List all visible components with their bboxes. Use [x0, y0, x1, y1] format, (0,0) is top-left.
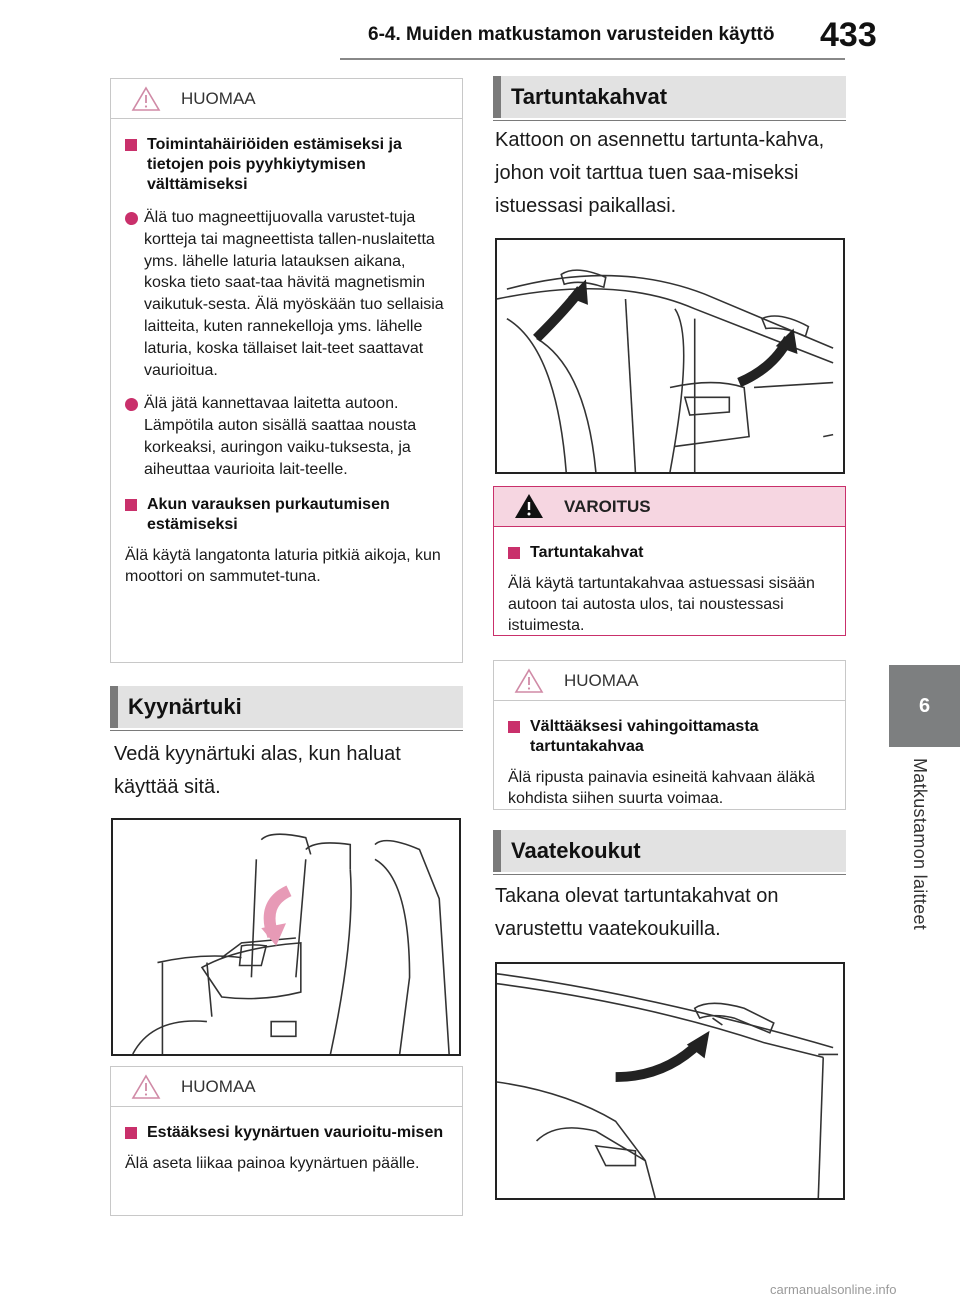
notice-header	[494, 661, 845, 701]
notice-subheading	[125, 135, 448, 195]
coat-hook-illustration	[495, 962, 845, 1200]
dot-bullet-icon	[125, 212, 138, 225]
grab-handle-illustration	[495, 238, 845, 474]
notice-header	[111, 79, 462, 119]
chapter-tab[interactable]: 6	[889, 665, 960, 747]
caution-triangle-icon	[494, 668, 564, 694]
warning-triangle-icon	[494, 493, 564, 520]
notice-paragraph: Älä aseta liikaa painoa kyynärtuen päälle.	[125, 1155, 420, 1172]
armrest-text: Vedä kyynärtuki alas, kun haluat käyttää sitä.	[114, 743, 401, 798]
watermark: carmanualsonline.info	[770, 1282, 897, 1297]
grab-handles-text: Kattoon on asennettu tartunta-kahva, johon voit tarttua tuen saa-miseksi istuessasi paikallasi.	[495, 129, 825, 217]
subheading-text: Estääksesi kyynärtuen vaurioitu-misen	[147, 1124, 444, 1141]
square-bullet-icon	[125, 1127, 137, 1139]
bullet-text: Älä tuo magneettijuovalla varustet-tuja kortteja tai magneettista tallen-nuslaitetta yms. lähelle laturia latauksen aikana, koska tieto saat-taa hävitä magnetismin vaikutuk-sesta. Älä myöskään tuo sellaisia laitteita, kuten rannekelloja yms. lähelle laturia, koska tällaiset lait-teet saattavat vaurioitua.	[144, 209, 444, 379]
notice-box-grab-handle	[493, 660, 846, 810]
notice-box-charger	[110, 78, 463, 663]
notice-paragraph: Älä ripusta painavia esineitä kahvaan äläkä kohdista siihen suurta voimaa.	[508, 769, 815, 807]
section-title: 6-4. Muiden matkustamon varusteiden käyttö	[368, 24, 775, 45]
warning-subheading	[508, 543, 831, 563]
notice-header	[111, 1067, 462, 1107]
section-rule	[493, 120, 846, 121]
chapter-label: Matkustamon laitteet	[910, 758, 930, 931]
square-bullet-icon	[508, 721, 520, 733]
coat-hooks-text: Takana olevat tartuntakahvat on varustettu vaatekoukuilla.	[495, 885, 779, 940]
notice-label: HUOMAA	[181, 1076, 256, 1096]
subheading-text: Akun varauksen purkautumisen estämiseksi	[147, 495, 390, 533]
square-bullet-icon	[125, 499, 137, 511]
notice-bullet	[125, 393, 448, 480]
warning-box	[493, 486, 846, 636]
caution-triangle-icon	[111, 86, 181, 112]
section-rule	[493, 874, 846, 875]
subheading-text: Välttääksesi vahingoittamasta tartuntakahvaa	[530, 718, 759, 755]
warning-paragraph: Älä käytä tartuntakahvaa astuessasi sisään autoon tai autosta ulos, tai noustessasi istuimesta.	[508, 575, 815, 634]
square-bullet-icon	[125, 139, 137, 151]
caution-triangle-icon	[111, 1074, 181, 1100]
warning-header	[494, 487, 845, 527]
notice-label: HUOMAA	[181, 88, 256, 108]
notice-subheading	[508, 717, 831, 757]
notice-label: HUOMAA	[564, 670, 639, 690]
notice-paragraph: Älä käytä langatonta laturia pitkiä aikoja, kun moottori on sammutet-tuna.	[125, 546, 441, 585]
notice-bullet	[125, 207, 448, 381]
square-bullet-icon	[508, 547, 520, 559]
bullet-text: Älä jätä kannettavaa laitetta autoon. Lämpötila auton sisällä saattaa nousta korkeaksi, auringon vaiku-tuksesta, ja aiheuttaa vaurioita lait-teelle.	[144, 395, 417, 478]
notice-box-armrest	[110, 1066, 463, 1216]
notice-subheading	[125, 1123, 448, 1143]
dot-bullet-icon	[125, 398, 138, 411]
section-heading-grab-handles: Tartuntakahvat	[493, 76, 846, 118]
section-heading-armrest: Kyynärtuki	[110, 686, 463, 728]
subheading-text: Tartuntakahvat	[530, 544, 644, 561]
section-rule	[110, 730, 463, 731]
warning-label: VAROITUS	[564, 496, 651, 516]
subheading-text: Toimintahäiriöiden estämiseksi ja tietojen pois pyyhkiytymisen välttämiseksi	[147, 136, 402, 193]
page-number: 433	[820, 16, 877, 54]
section-heading-coat-hooks: Vaatekoukut	[493, 830, 846, 872]
header-rule	[340, 58, 845, 60]
armrest-illustration	[111, 818, 461, 1056]
notice-subheading	[125, 495, 448, 535]
